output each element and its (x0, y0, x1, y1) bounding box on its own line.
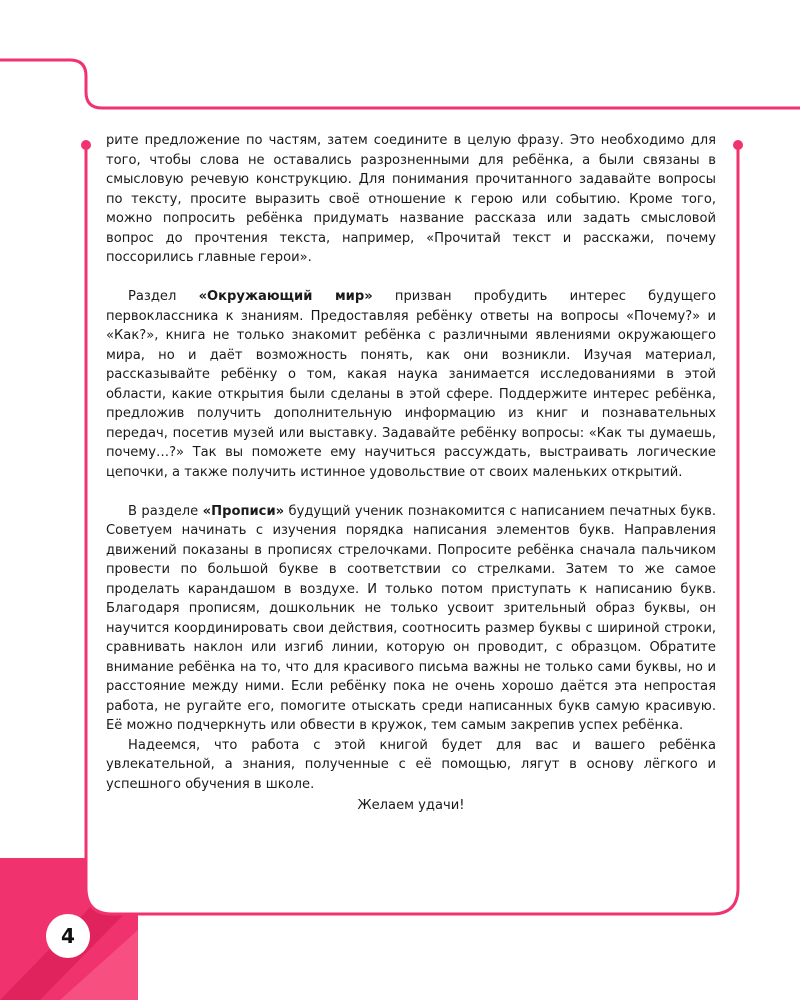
paragraph-hope: Надеемся, что работа с этой книгой будет для вас и вашего ребёнка увлекательной, а знания, полученные с её помощью, лягут в основу лёгкого и успешного обучения в школе. (106, 737, 716, 792)
frame-dot-right (733, 140, 743, 150)
top-frame-line (0, 60, 800, 108)
paragraph-world-text: призван пробудить интерес будущего первоклассника к знаниям. Предоставляя ребёнку ответы на вопросы «Почему?» и «Как?», книга не только знакомит ребёнка с различными явлениями окружающего мира, но и даёт возможность понять, как они возникли. Изучая материал, рассказывайте ребёнку о том, какая наука занимается исследованиями в этой области, какие открытия были сделаны в этой сфере. Поддержите интерес ребёнка, предложив получить дополнительную информацию из книг и познавательных передач, посетив музей или выставку. Задавайте ребёнку вопросы: «Как ты думаешь, почему…?» Так вы поможете ему научиться рассуждать, выстраивать логические цепочки, а также получить истинное удовольствие от своих маленьких открытий. (106, 289, 717, 480)
paragraph-world-lead: Раздел (128, 289, 199, 304)
paragraph-reading: рите предложение по частям, затем соедините в целую фразу. Это необходимо для того, чтобы слова не оставались разрозненными для ребёнка, а были связаны в смысловую речевую конструкцию. Для понимания прочитанного задавайте вопросы по тексту, просите выразить своё отношение к герою или событию. Кроме того, можно попросить ребёнка придумать название рассказа или задать смысловой вопрос до прочтения текста, например, «Прочитай текст и расскажи, почему поссорились главные герои». (106, 133, 716, 265)
closing-wish: Желаем удачи! (357, 798, 465, 813)
frame-dot-left (81, 140, 91, 150)
paragraph-copybook-text: будущий ученик познакомится с написанием печатных букв. Советуем начинать с изучения порядка написания элементов букв. Направления движений показаны в прописях стрелочками. Попросите ребёнка сначала пальчиком провести по большой букве в соответствии со стрелками. Затем то же самое проделать карандашом в воздухе. И только потом приступать к написанию букв. Благодаря прописям, дошкольник не только усвоит зрительный образ буквы, он научится координировать свои действия, соотносить размер буквы с шириной строки, сравнивать наклон или изгиб линии, которую он проводит, с образцом. Обратите внимание ребёнка на то, что для красивого письма важны не только сами буквы, но и расстояние между ними. Если ребёнку пока не очень хорошо даётся эта непростая работа, не ругайте его, помогите отыскать среди написанных букв самую красивую. Её можно подчеркнуть или обвести в кружок, тем самым закрепив успех ребёнка. (106, 503, 717, 733)
page-number: 4 (46, 914, 90, 958)
section-name-world: «Окружающий мир» (198, 289, 373, 304)
paragraph-copybook-lead: В разделе (128, 503, 203, 519)
paragraph-world (106, 287, 716, 482)
section-name-copybook: «Прописи» (202, 503, 285, 519)
paragraph-copybook (106, 502, 716, 736)
body-text (106, 131, 716, 816)
